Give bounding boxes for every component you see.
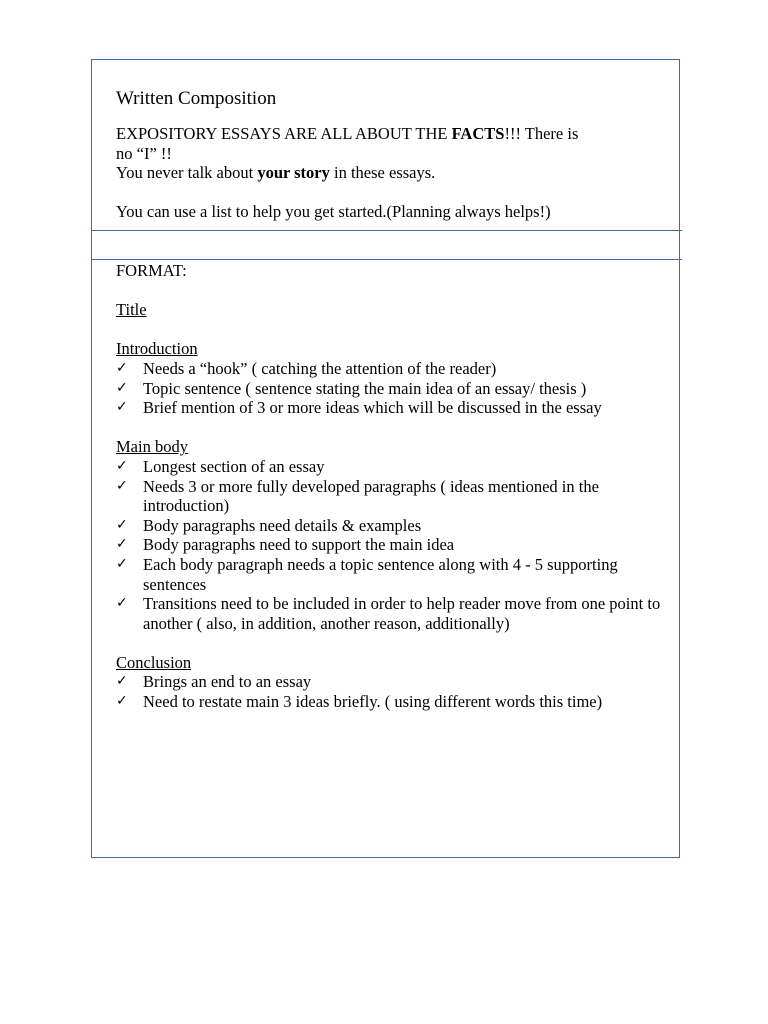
section-introduction bbox=[116, 339, 661, 417]
no-i-statement: no “I” !! bbox=[116, 143, 172, 163]
checkmark-icon: ✓ bbox=[116, 595, 128, 612]
section-main-body bbox=[116, 437, 661, 633]
story-post: in these essays. bbox=[329, 163, 436, 183]
list-item-text: Longest section of an essay bbox=[143, 456, 325, 476]
checklist bbox=[116, 672, 661, 711]
section-heading: Main body bbox=[116, 437, 188, 457]
intro-block bbox=[116, 86, 661, 222]
list-item-text: Each body paragraph needs a topic sentence along with 4 - 5 supporting sentences bbox=[143, 554, 618, 594]
list-item bbox=[116, 594, 661, 633]
checklist bbox=[116, 359, 661, 418]
list-item bbox=[116, 457, 661, 477]
list-item-text: Transitions need to be included in order to help reader move from one point to another ( also, in addition, another reason, additionally) bbox=[143, 594, 661, 633]
checklist bbox=[116, 457, 661, 633]
list-item bbox=[116, 359, 661, 379]
list-item-text: Brings an end to an essay bbox=[143, 672, 312, 692]
list-item-text: Body paragraphs need details & examples bbox=[143, 515, 422, 535]
list-item bbox=[116, 516, 661, 536]
list-item-text: Brief mention of 3 or more ideas which will be discussed in the essay bbox=[143, 398, 602, 418]
section-heading: Conclusion bbox=[116, 652, 192, 672]
title-heading: Title bbox=[116, 300, 147, 320]
checkmark-icon: ✓ bbox=[116, 555, 128, 572]
separator-line-top bbox=[91, 230, 682, 231]
spacer bbox=[116, 320, 661, 340]
list-item-text: Topic sentence ( sentence stating the main idea of an essay/ thesis ) bbox=[143, 378, 587, 398]
list-item-text: Needs a “hook” ( catching the attention of the reader) bbox=[143, 358, 497, 378]
checkmark-icon: ✓ bbox=[116, 399, 128, 416]
story-pre: You never talk about bbox=[116, 163, 258, 183]
list-item bbox=[116, 477, 661, 516]
checkmark-icon: ✓ bbox=[116, 516, 128, 533]
checkmark-icon: ✓ bbox=[116, 457, 128, 474]
list-item-text: Need to restate main 3 ideas briefly. ( using different words this time) bbox=[143, 692, 603, 712]
checkmark-icon: ✓ bbox=[116, 536, 128, 553]
list-item bbox=[116, 692, 661, 712]
format-block bbox=[116, 261, 661, 712]
facts-bold: FACTS bbox=[451, 124, 505, 143]
separator-line-bottom bbox=[91, 259, 682, 260]
checkmark-icon: ✓ bbox=[116, 477, 128, 494]
list-item bbox=[116, 398, 661, 418]
facts-post: !!! There is bbox=[504, 124, 579, 143]
list-item bbox=[116, 672, 661, 692]
checkmark-icon: ✓ bbox=[116, 379, 128, 396]
planning-tip: You can use a list to help you get started.(Planning always helps!) bbox=[116, 202, 551, 222]
section-heading: Introduction bbox=[116, 339, 198, 359]
list-item bbox=[116, 555, 661, 594]
separator-band-edge bbox=[91, 230, 92, 260]
list-item-text: Needs 3 or more fully developed paragraphs ( ideas mentioned in the introduction) bbox=[143, 476, 599, 516]
spacer bbox=[116, 418, 661, 438]
checkmark-icon: ✓ bbox=[116, 673, 128, 690]
format-label: FORMAT: bbox=[116, 261, 187, 280]
facts-pre: EXPOSITORY ESSAYS ARE ALL ABOUT THE bbox=[116, 124, 452, 143]
spacer bbox=[116, 183, 661, 203]
page-title: Written Composition bbox=[116, 88, 277, 109]
checkmark-icon: ✓ bbox=[116, 359, 128, 376]
list-item bbox=[116, 379, 661, 399]
section-conclusion bbox=[116, 653, 661, 712]
checkmark-icon: ✓ bbox=[116, 693, 128, 710]
story-bold: your story bbox=[257, 163, 330, 183]
list-item-text: Body paragraphs need to support the main idea bbox=[143, 535, 455, 555]
spacer bbox=[116, 281, 661, 301]
list-item bbox=[116, 535, 661, 555]
facts-statement bbox=[116, 124, 661, 144]
spacer bbox=[116, 633, 661, 653]
story-statement bbox=[116, 163, 661, 183]
